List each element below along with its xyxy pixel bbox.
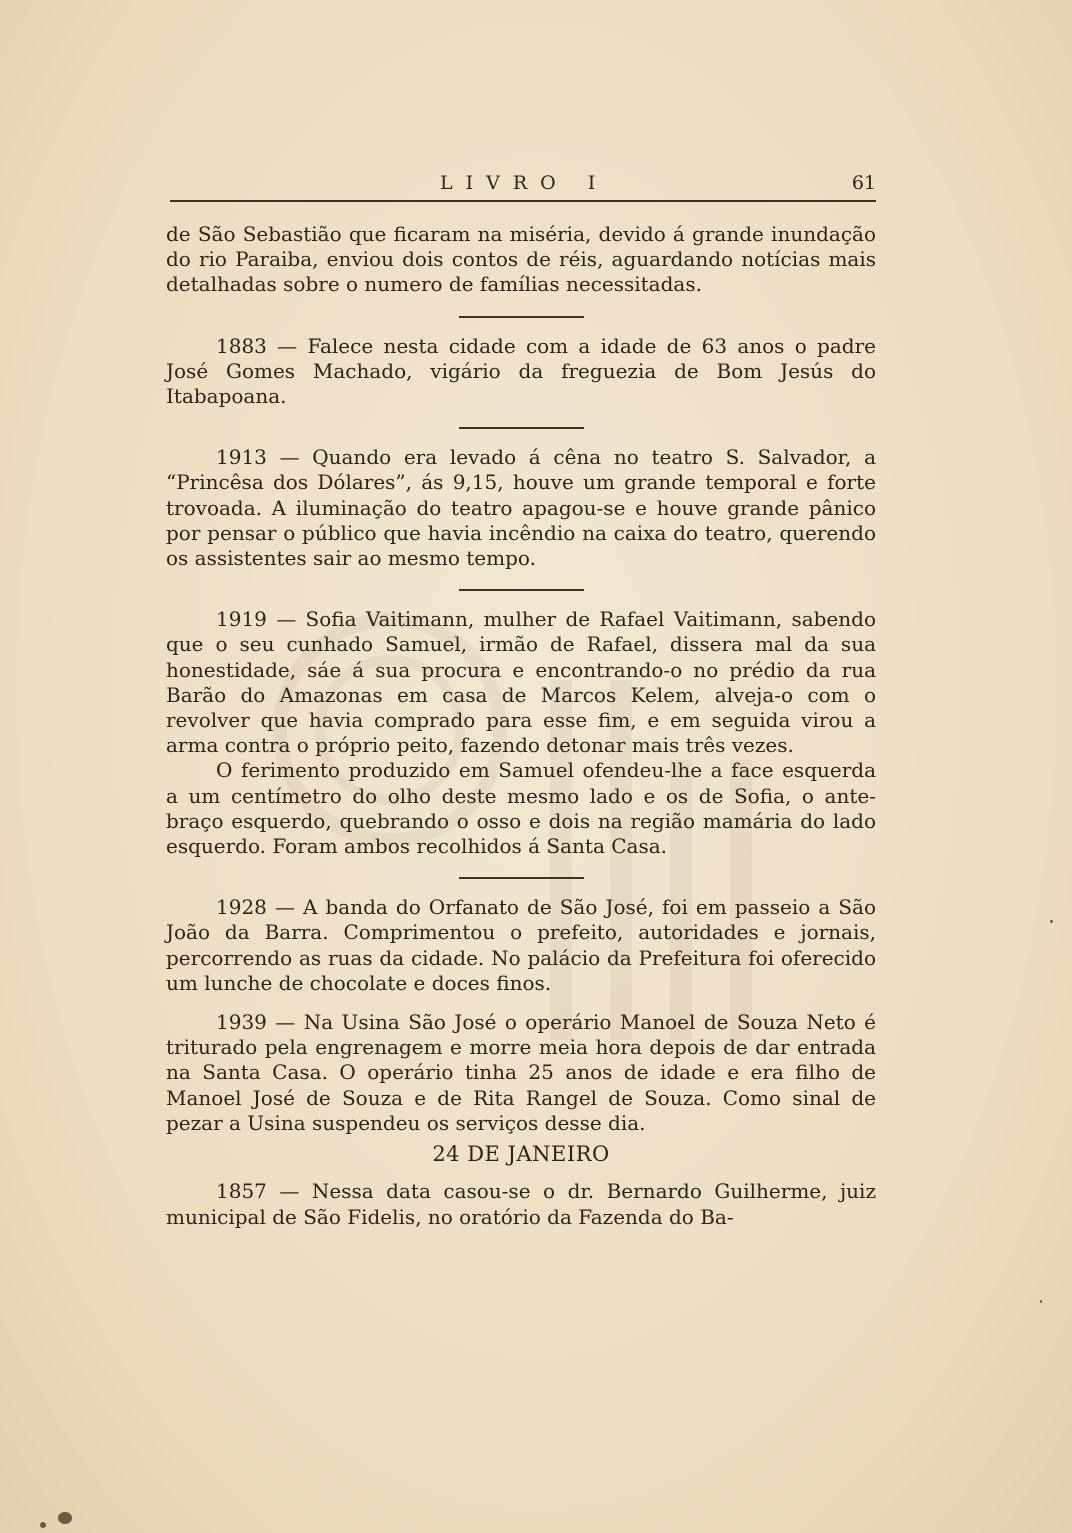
running-header (170, 170, 876, 202)
paragraph-1928: 1928 — A banda do Orfanato de São José, foi em passeio a São João da Barra. Comprimentou o prefeito, autoridades e jornais, percorrendo as ruas da cidade. No palácio da Prefeitura foi oferecido um lunche de chocolate e doces finos. (166, 895, 876, 995)
separator-rule (459, 877, 584, 879)
paragraph-intro: de São Sebastião que ficaram na miséria, devido á grande inundação do rio Paraiba, enviou dois contos de réis, aguardando notícias mais detalhadas sobre o numero de famílias necessitadas. (166, 222, 876, 297)
paragraph-1913: 1913 — Quando era levado á cêna no teatro S. Salvador, a “Princêsa dos Dólares”, ás 9,15, houve um grande temporal e forte trovoada. A iluminação do teatro apagou-se e houve grande pânico por pensar o público que havia incêndio na caixa do teatro, querendo os assistentes sair ao mesmo tempo. (166, 445, 876, 571)
paragraph-1919-continued: O ferimento produzido em Samuel ofendeu-lhe a face esquerda a um centímetro do olho deste mesmo lado e os de Sofia, o ante-braço esquerdo, quebrando o osso e dois na região mamária do lado esquerdo. Foram ambos recolhidos á Santa Casa. (166, 758, 876, 859)
separator-rule (459, 316, 584, 318)
paragraph-1883: 1883 — Falece nesta cidade com a idade de 63 anos o padre José Gomes Machado, vigário da freguezia de Bom Jesús do Itabapoana. (166, 333, 876, 409)
paragraph-1857: 1857 — Nessa data casou-se o dr. Bernardo Guilherme, juiz municipal de São Fidelis, no oratório da Fazenda do Ba- (166, 1179, 876, 1229)
separator-rule (459, 427, 584, 429)
paragraph-gap (166, 996, 876, 1010)
page-body (166, 222, 876, 1230)
book-title: LIVRO I (440, 172, 609, 194)
paragraph-1919: 1919 — Sofia Vaitimann, mulher de Rafael Vaitimann, sabendo que o seu cunhado Samuel, irmão de Rafael, dissera mal da sua honestidade, sáe á sua procura e encontrando-o no prédio da rua Barão do Amazonas em casa de Marcos Kelem, alveja-o com o revolver que havia comprado para esse fim, e em seguida virou a arma contra o próprio peito, fazendo detonar mais três vezes. (166, 607, 876, 758)
separator-rule (459, 589, 584, 591)
paragraph-1939: 1939 — Na Usina São José o operário Manoel de Souza Neto é triturado pela engrenagem e morre meia hora depois de dar entrada na Santa Casa. O operário tinha 25 anos de idade e era filho de Manoel José de Souza e de Rita Rangel de Souza. Como sinal de pezar a Usina suspendeu os serviços desse dia. (166, 1010, 876, 1135)
page-number: 61 (851, 172, 876, 194)
date-heading: 24 DE JANEIRO (432, 1142, 610, 1167)
